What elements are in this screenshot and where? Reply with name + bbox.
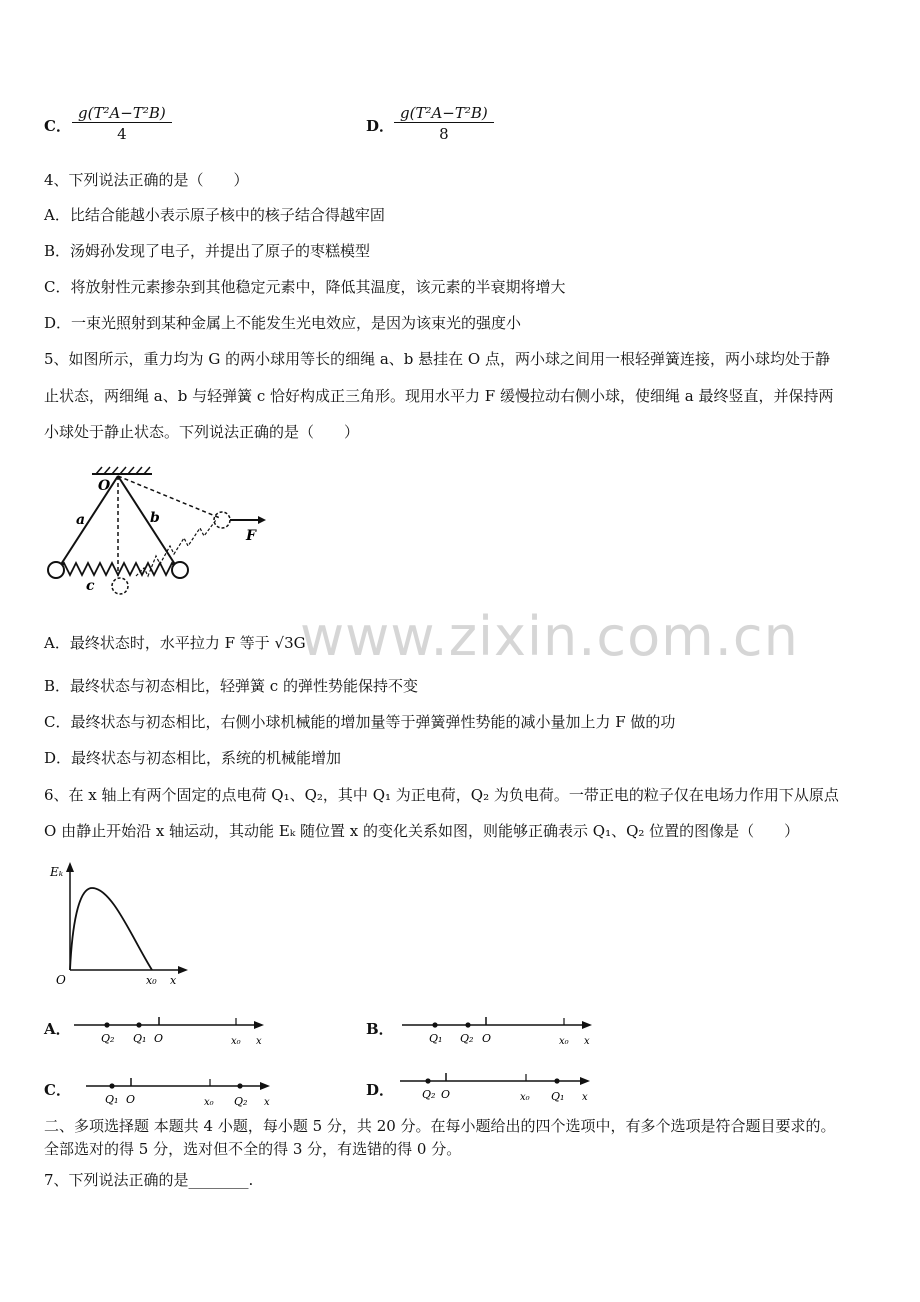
- ek-y-label: Eₖ: [50, 865, 64, 879]
- label-x0: x₀: [520, 1092, 530, 1103]
- ball-left: [48, 562, 64, 578]
- label-x: x: [584, 1036, 590, 1047]
- label-b: b: [150, 510, 160, 526]
- option-c-denominator: 4: [117, 125, 127, 143]
- label-origin: O: [154, 1032, 164, 1045]
- charge-q1-point: [136, 1022, 141, 1027]
- q5-stem-line-2: 止状态，两细绳 a、b 与轻弹簧 c 恰好构成正三角形。现用水平力 F 缓慢拉动右侧小球，使细绳 a 最终竖直，并保持两: [44, 387, 834, 405]
- q6-option-d-letter: D．: [366, 1081, 395, 1099]
- label-x: x: [264, 1097, 270, 1108]
- label-q2: Q₂: [460, 1032, 474, 1045]
- axis-arrow: [582, 1021, 592, 1029]
- ceiling-hatch: [96, 467, 150, 474]
- force-arrow-head: [258, 516, 266, 524]
- q5-option-c: C．最终状态与初态相比，右侧小球机械能的增加量等于弹簧弹性势能的减小量加上力 F 做的功: [44, 713, 676, 731]
- q4-option-c: C．将放射性元素掺杂到其他稳定元素中，降低其温度，该元素的半衰期将增大: [44, 278, 566, 296]
- ek-graph: [42, 858, 192, 988]
- q5-option-a: A．最终状态时，水平拉力 F 等于 √3G: [44, 634, 306, 652]
- q6-stem-line-1: 6、在 x 轴上有两个固定的点电荷 Q₁、Q₂，其中 Q₁ 为正电荷，Q₂ 为负电荷。一带正电的粒子仅在电场力作用下从原点: [44, 786, 839, 804]
- q5-option-b: B．最终状态与初态相比，轻弹簧 c 的弹性势能保持不变: [44, 677, 418, 695]
- ek-y-arrow: [66, 862, 74, 872]
- q5-option-d: D．最终状态与初态相比，系统的机械能增加: [44, 749, 342, 767]
- label-origin: O: [482, 1032, 492, 1045]
- option-d-denominator: 8: [439, 125, 449, 143]
- charge-q2-point: [237, 1083, 242, 1088]
- q6-option-b-axis: [398, 1014, 598, 1050]
- label-q1: Q₁: [133, 1032, 147, 1045]
- option-d-fraction: [394, 104, 494, 143]
- label-f: F: [246, 528, 256, 544]
- charge-q1-point: [554, 1078, 559, 1083]
- label-origin: O: [126, 1093, 136, 1106]
- label-x: x: [256, 1036, 262, 1047]
- charge-q1-point: [432, 1022, 437, 1027]
- axis-arrow: [580, 1077, 590, 1085]
- q7-stem: 7、下列说法正确的是________.: [44, 1171, 254, 1189]
- label-x0: x₀: [231, 1036, 241, 1047]
- label-q1: Q₁: [551, 1090, 565, 1103]
- section2-line-2: 全部选对的得 5 分，选对但不全的得 3 分，有选错的得 0 分。: [44, 1140, 462, 1158]
- label-o: O: [98, 478, 111, 494]
- q5-stem-line-3: 小球处于静止状态。下列说法正确的是（ ）: [44, 423, 360, 441]
- q5-figure: [40, 466, 280, 606]
- rope-final-dashed: [118, 476, 220, 518]
- ball-final-left-dashed: [112, 578, 128, 594]
- charge-q1-point: [109, 1083, 114, 1088]
- label-q2: Q₂: [101, 1032, 115, 1045]
- label-x0: x₀: [204, 1097, 214, 1108]
- option-d-letter: D．: [366, 117, 395, 135]
- ball-final-right-dashed: [214, 512, 230, 528]
- label-origin: O: [441, 1088, 451, 1101]
- q6-option-c-axis: [82, 1075, 282, 1111]
- charge-q2-point: [465, 1022, 470, 1027]
- label-q2: Q₂: [234, 1095, 248, 1108]
- q4-option-b: B．汤姆孙发现了电子，并提出了原子的枣糕模型: [44, 242, 371, 260]
- q6-option-a-axis: [70, 1014, 270, 1050]
- charge-q2-point: [104, 1022, 109, 1027]
- label-a: a: [76, 512, 86, 528]
- q5-stem-line-1: 5、如图所示，重力均为 G 的两小球用等长的细绳 a、b 悬挂在 O 点，两小球之间用一根轻弹簧连接，两小球均处于静: [44, 350, 830, 368]
- ek-x-arrow: [178, 966, 188, 974]
- axis-arrow: [260, 1082, 270, 1090]
- axis-arrow: [254, 1021, 264, 1029]
- label-x0: x₀: [559, 1036, 569, 1047]
- option-c-numerator: g(T²A−T²B): [72, 104, 172, 123]
- q4-option-a: A．比结合能越小表示原子核中的核子结合得越牢固: [44, 206, 385, 224]
- ek-x-label: x: [170, 974, 177, 987]
- section2-line-1: 二、多项选择题 本题共 4 小题，每小题 5 分，共 20 分。在每小题给出的四个选项中，有多个选项是符合题目要求的。: [44, 1117, 836, 1135]
- q6-option-a-letter: A．: [44, 1020, 71, 1038]
- label-q2: Q₂: [422, 1088, 436, 1101]
- label-q1: Q₁: [429, 1032, 443, 1045]
- rope-b: [118, 476, 178, 569]
- ek-x0-label: x₀: [146, 974, 157, 987]
- q6-option-b-letter: B．: [366, 1020, 394, 1038]
- q6-stem-line-2: O 由静止开始沿 x 轴运动，其动能 Eₖ 随位置 x 的变化关系如图，则能够正确表示 Q₁、Q₂ 位置的图像是（ ）: [44, 822, 800, 840]
- label-x: x: [582, 1092, 588, 1103]
- watermark: www.zixin.com.cn: [300, 605, 799, 668]
- charge-q2-point: [425, 1078, 430, 1083]
- q6-option-c-letter: C．: [44, 1081, 71, 1099]
- label-c: c: [86, 578, 95, 594]
- ek-curve: [70, 888, 152, 970]
- label-q1: Q₁: [105, 1093, 119, 1106]
- ball-right: [172, 562, 188, 578]
- q4-option-d: D．一束光照射到某种金属上不能发生光电效应，是因为该束光的强度小: [44, 314, 522, 332]
- q6-option-d-axis: [396, 1070, 600, 1106]
- option-c-fraction: [72, 104, 172, 143]
- option-d-numerator: g(T²A−T²B): [394, 104, 494, 123]
- option-c-letter: C．: [44, 117, 71, 135]
- ek-origin-label: O: [56, 973, 66, 987]
- q4-stem: 4、下列说法正确的是（ ）: [44, 171, 249, 189]
